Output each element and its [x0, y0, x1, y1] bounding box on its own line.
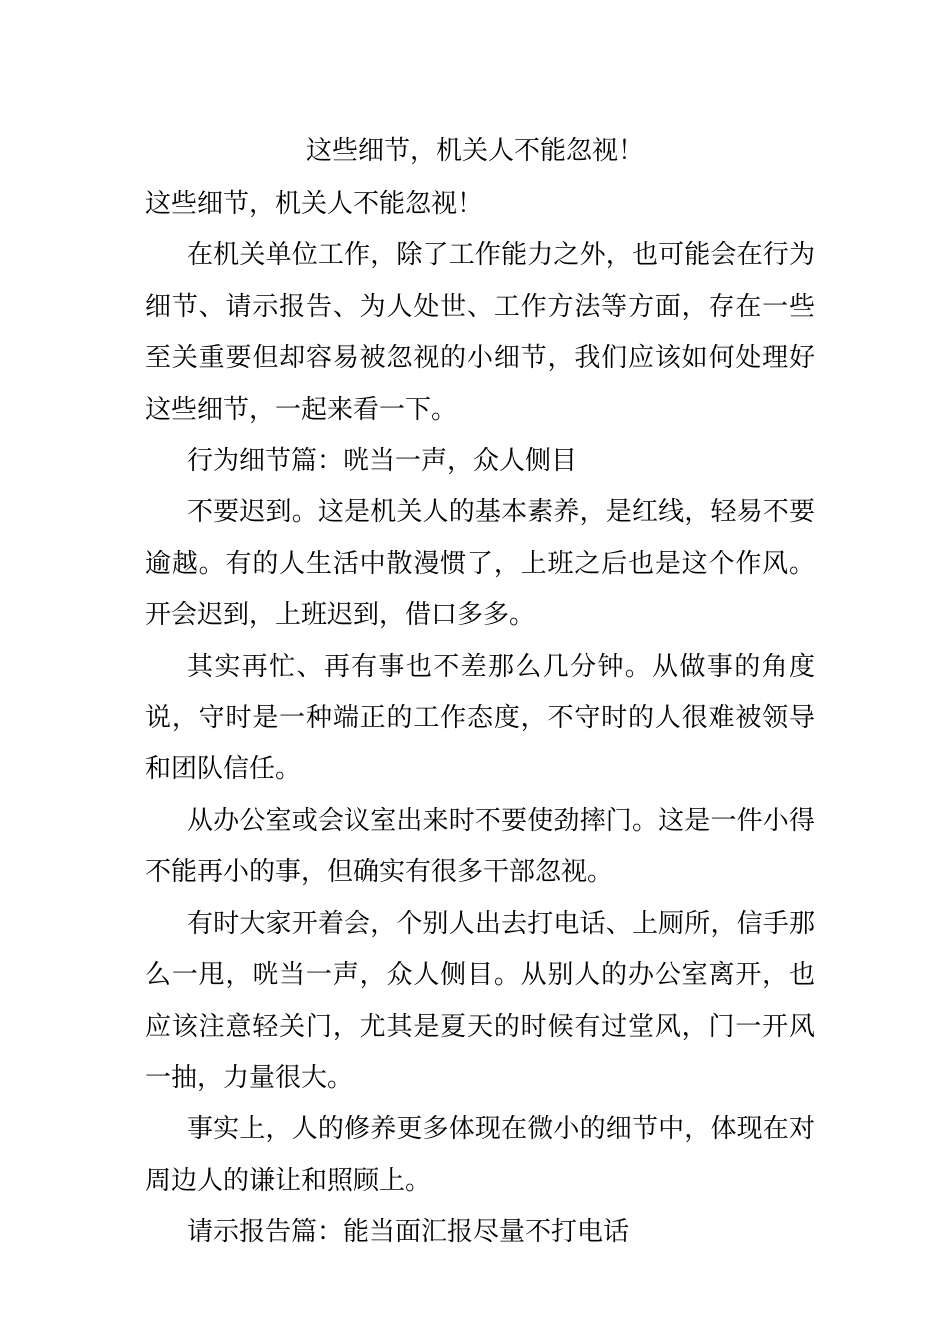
paragraph-door: 从办公室或会议室出来时不要使劲摔门。这是一件小得不能再小的事，但确实有很多干部忽视。: [145, 805, 815, 888]
paragraph-intro: 在机关单位工作，除了工作能力之外，也可能会在行为细节、请示报告、为人处世、工作方法等方面，存在一些至关重要但却容易被忽视的小细节，我们应该如何处理好这些细节，一起来看一下。: [145, 240, 815, 425]
document-body: [145, 179, 815, 1259]
paragraph-repeated-title: 这些细节，机关人不能忽视！: [145, 189, 484, 219]
paragraph-punctuality-reason: 其实再忙、再有事也不差那么几分钟。从做事的角度说，守时是一种端正的工作态度，不守时的人很难被领导和团队信任。: [145, 651, 815, 785]
document-title: 这些细节，机关人不能忽视！: [305, 136, 644, 166]
section-heading-behavior: 行为细节篇：咣当一声，众人侧目: [187, 446, 578, 477]
paragraph-cultivation: 事实上，人的修养更多体现在微小的细节中，体现在对周边人的谦让和照顾上。: [145, 1114, 815, 1196]
paragraph-door-example: 有时大家开着会，个别人出去打电话、上厕所，信手那么一甩，咣当一声，众人侧目。从别人的办公室离开，也应该注意轻关门，尤其是夏天的时候有过堂风，门一开风一抽，力量很大。: [145, 908, 815, 1093]
section-heading-reporting: 请示报告篇：能当面汇报尽量不打电话: [187, 1217, 630, 1248]
paragraph-punctuality: 不要迟到。这是机关人的基本素养，是红线，轻易不要逾越。有的人生活中散漫惯了，上班之后也是这个作风。开会迟到，上班迟到，借口多多。: [145, 497, 815, 631]
